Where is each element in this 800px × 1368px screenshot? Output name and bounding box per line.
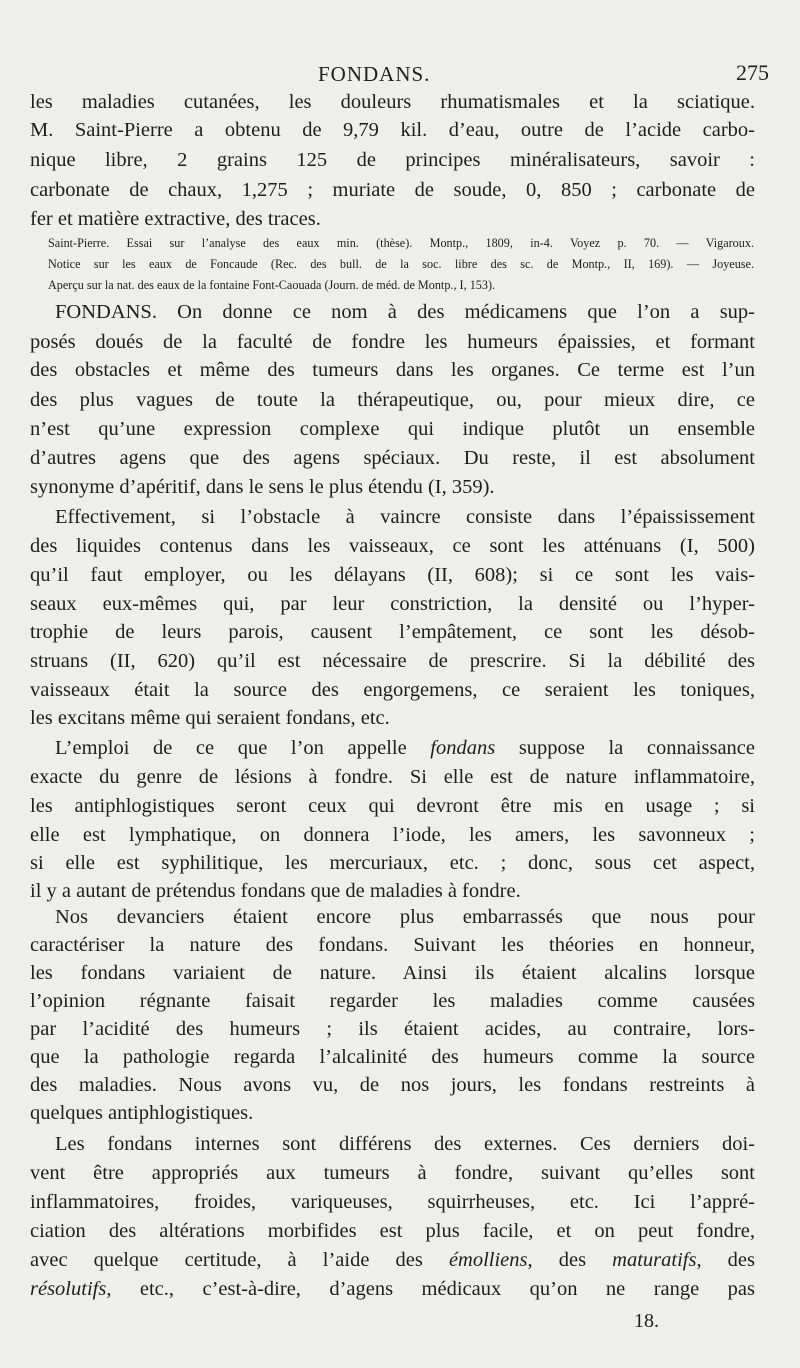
italic-term: fondans [430,737,496,759]
text-line: fer et matière extractive, des traces. [30,208,321,230]
text-line: ciation des altérations morbifides est plus facile, et on peut fondre, [30,1220,755,1242]
text-line: elle est lymphatique, on donnera l’iode, les amers, les savonneux ; [30,824,755,846]
text-line: nique libre, 2 grains 125 de principes minéralisateurs, savoir : [30,149,755,171]
running-title: FONDANS. [318,62,431,86]
text-line: des maladies. Nous avons vu, de nos jours, les fondans restreints à [30,1074,755,1096]
text-line: des liquides contenus dans les vaisseaux, ce sont les atténuans (I, 500) [30,535,755,557]
text-line: l’opinion régnante faisait regarder les maladies comme causées [30,990,755,1012]
text-line: que la pathologie regarda l’alcalinité des humeurs comme la source [30,1046,755,1068]
text-line [30,1246,755,1274]
text-line [30,1275,755,1303]
text-line: inflammatoires, froides, variqueuses, squirrheuses, etc. Ici l’appré- [30,1191,755,1213]
running-head [0,62,800,88]
page-number: 275 [736,60,769,85]
text-line: les maladies cutanées, les douleurs rhumatismales et la sciatique. [30,91,755,113]
text-line: les fondans variaient de nature. Ainsi ils étaient alcalins lorsque [30,962,755,984]
text-line: si elle est syphilitique, les mercuriaux, etc. ; donc, sous cet aspect, [30,852,755,874]
italic-term: résolutifs [30,1278,107,1300]
text-line: vaisseaux était la source des engorgemens, ce seraient les toniques, [30,679,755,701]
text-line: seaux eux-mêmes qui, par leur constriction, la densité ou l’hyper- [30,593,755,615]
bibliography-note: Aperçu sur la nat. des eaux de la fontaine Font-Caouada (Journ. de méd. de Montp., I, 153). [48,278,496,292]
text-line: caractériser la nature des fondans. Suivant les théories en honneur, [30,934,755,956]
text-line: quelques antiphlogistiques. [30,1102,254,1124]
text-run: , etc., c’est-à-dire, d’agens médicaux qu’on ne range pas [106,1278,755,1300]
text-line: il y a autant de prétendus fondans que de maladies à fondre. [30,880,521,902]
text-line: FONDANS. On donne ce nom à des médicamens que l’on a sup- [55,301,755,323]
text-line: struans (II, 620) qu’il est nécessaire de prescrire. Si la débilité des [30,650,755,672]
text-line: n’est qu’une expression complexe qui indique plutôt un ensemble [30,418,755,440]
text-line: M. Saint-Pierre a obtenu de 9,79 kil. d’eau, outre de l’acide carbo- [30,119,755,141]
text-line: d’autres agens que des agens spéciaux. Du reste, il est absolument [30,447,755,469]
text-line: carbonate de chaux, 1,275 ; muriate de soude, 0, 850 ; carbonate de [30,179,755,201]
italic-term: émolliens [448,1249,528,1271]
text-line: les excitans même qui seraient fondans, etc. [30,707,390,729]
text-line: par l’acidité des humeurs ; ils étaient acides, au contraire, lors- [30,1018,755,1040]
text-line: Effectivement, si l’obstacle à vaincre consiste dans l’épaississement [55,506,755,528]
text-run: , des [696,1249,755,1271]
text-line [55,734,755,762]
signature-mark: 18. [634,1310,659,1332]
bibliography-note: Notice sur les eaux de Foncaude (Rec. des bull. de la soc. libre des sc. de Montp., II, 169). — Joyeuse. [48,257,754,271]
text-run: L’emploi de ce que l’on appelle [55,737,431,759]
italic-term: maturatifs [612,1249,697,1271]
bibliography-note: Saint-Pierre. Essai sur l’analyse des eaux min. (thèse). Montp., 1809, in-4. Voyez p. 70. — Vigaroux. [48,236,754,250]
text-line: Nos devanciers étaient encore plus embarrassés que nous pour [55,906,755,928]
text-run: , des [527,1249,613,1271]
text-line: Les fondans internes sont différens des externes. Ces derniers doi- [55,1133,755,1155]
text-line: trophie de leurs parois, causent l’empâtement, ce sont les désob- [30,621,755,643]
text-line: posés doués de la faculté de fondre les humeurs épaissies, et formant [30,331,755,353]
text-line: synonyme d’apéritif, dans le sens le plus étendu (I, 359). [30,476,495,498]
text-line: des plus vagues de toute la thérapeutique, ou, pour mieux dire, ce [30,389,755,411]
text-line: vent être appropriés aux tumeurs à fondre, suivant qu’elles sont [30,1162,755,1184]
text-line: exacte du genre de lésions à fondre. Si elle est de nature inflammatoire, [30,766,755,788]
text-run: avec quelque certitude, à l’aide des [30,1249,449,1271]
text-line: qu’il faut employer, ou les délayans (II, 608); si ce sont les vais- [30,564,755,586]
text-line: les antiphlogistiques seront ceux qui devront être mis en usage ; si [30,795,755,817]
text-line: des obstacles et même des tumeurs dans les organes. Ce terme est l’un [30,359,755,381]
text-run: suppose la connaissance [495,737,755,759]
